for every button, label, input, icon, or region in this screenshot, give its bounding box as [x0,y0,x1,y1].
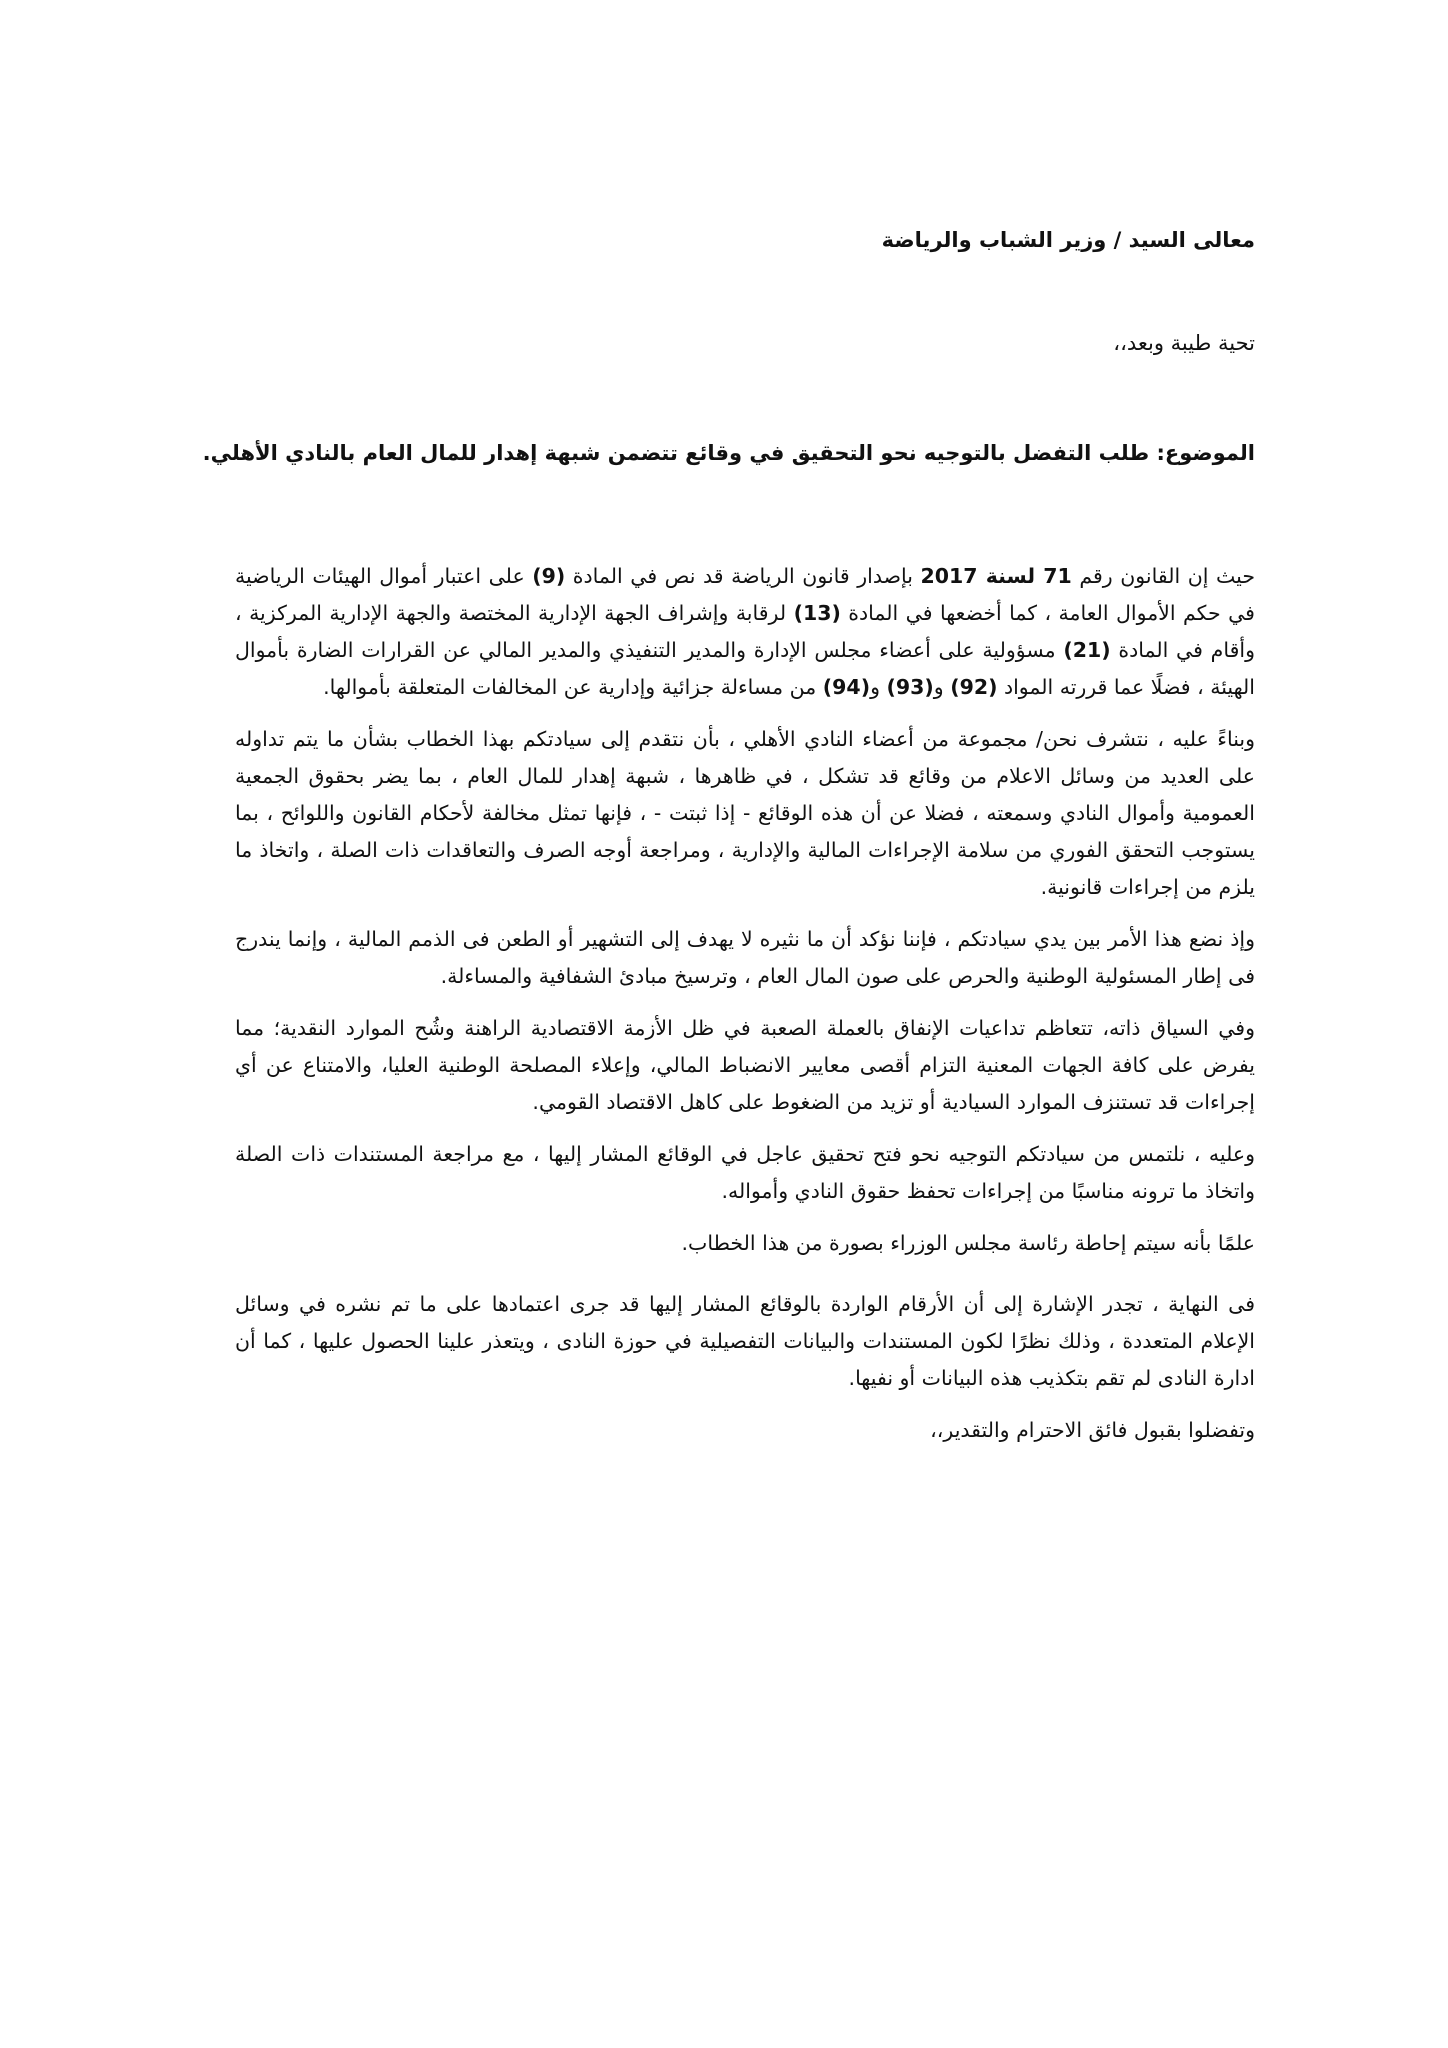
article-ref: (93) [886,675,934,699]
article-ref: (21) [1063,638,1111,662]
subject-line: الموضوع: طلب التفضل بالتوجيه نحو التحقيق في وقائع تتضمن شبهة إهدار للمال العام بالنادي الأهلي. [202,441,1255,465]
paragraph-final-note: فى النهاية ، تجدر الإشارة إلى أن الأرقام الواردة بالوقائع المشار إليها قد جرى اعتمادها على ما تم نشره في وسائل الإعلام المتعددة ، وذلك نظرًا لكون المستندات والبيانات التفصيلية في حوزة النادى ، ويتعذر علينا الحصول عليها ، كما أن ادارة النادى لم تقم بتكذيب هذه البيانات أو نفيها. [235,1292,1255,1390]
article-ref: (13) [793,601,841,625]
paragraph-request-context: وبناءً عليه ، نتشرف نحن/ مجموعة من أعضاء النادي الأهلي ، بأن نتقدم إلى سيادتكم بهذا الخطاب بشأن ما يتم تداوله على العديد من وسائل الاعلام من وقائع قد تشكل ، في ظاهرها ، شبهة إهدار للمال العام ، بما يضر بحقوق الجمعية العمومية وأموال النادي وسمعته ، فضلا عن أن هذه الوقائع - إذا ثبتت - ، فإنها تمثل مخالفة لأحكام القانون واللوائح ، بما يستوجب التحقق الفوري من سلامة الإجراءات المالية والإدارية ، ومراجعة أوجه الصرف والتعاقدات ذات الصلة ، واتخاذ ما يلزم من إجراءات قانونية. [235,727,1255,899]
addressee-line: معالى السيد / وزير الشباب والرياضة [881,228,1255,252]
law-number: 71 لسنة 2017 [920,564,1072,588]
closing-line: وتفضلوا بقبول فائق الاحترام والتقدير،، [930,1418,1255,1442]
article-ref: (92) [950,675,998,699]
paragraph-notice: علمًا بأنه سيتم إحاطة رئاسة مجلس الوزراء بصورة من هذا الخطاب. [681,1231,1255,1255]
article-ref: (9) [532,564,566,588]
paragraph-request: وعليه ، نلتمس من سيادتكم التوجيه نحو فتح تحقيق عاجل في الوقائع المشار إليها ، مع مراجعة المستندات ذات الصلة واتخاذ ما ترونه مناسبًا من إجراءات تحفظ حقوق النادي وأمواله. [235,1142,1255,1203]
paragraph-intent: وإذ نضع هذا الأمر بين يدي سيادتكم ، فإننا نؤكد أن ما نثيره لا يهدف إلى التشهير أو الطعن فى الذمم المالية ، وإنما يندرج فى إطار المسئولية الوطنية والحرص على صون المال العام ، وترسيخ مبادئ الشفافية والمساءلة. [235,927,1255,988]
letter-body [235,558,1255,1449]
greeting-line: تحية طيبة وبعد،، [1113,331,1255,355]
article-ref: (94) [822,675,871,699]
paragraph-legal-basis: حيث إن القانون رقم 71 لسنة 2017 بإصدار قانون الرياضة قد نص في المادة (9) على اعتبار أموال الهيئات الرياضية في حكم الأموال العامة ، كما أخضعها في المادة (13) لرقابة وإشراف الجهة الإدارية المختصة والجهة الإدارية المركزية ، وأقام في المادة (21) مسؤولية على أعضاء مجلس الإدارة والمدير التنفيذي والمدير المالي عن القرارات الضارة بأموال الهيئة ، فضلًا عما قررته المواد (92) و(93) و(94) من مساءلة جزائية وإدارية عن المخالفات المتعلقة بأموالها. [235,564,1255,699]
paragraph-economic-context: وفي السياق ذاته، تتعاظم تداعيات الإنفاق بالعملة الصعبة في ظل الأزمة الاقتصادية الراهنة وشُح الموارد النقدية؛ مما يفرض على كافة الجهات المعنية التزام أقصى معايير الانضباط المالي، وإعلاء المصلحة الوطنية العليا، والامتناع عن أي إجراءات قد تستنزف الموارد السيادية أو تزيد من الضغوط على كاهل الاقتصاد القومي. [235,1016,1255,1114]
